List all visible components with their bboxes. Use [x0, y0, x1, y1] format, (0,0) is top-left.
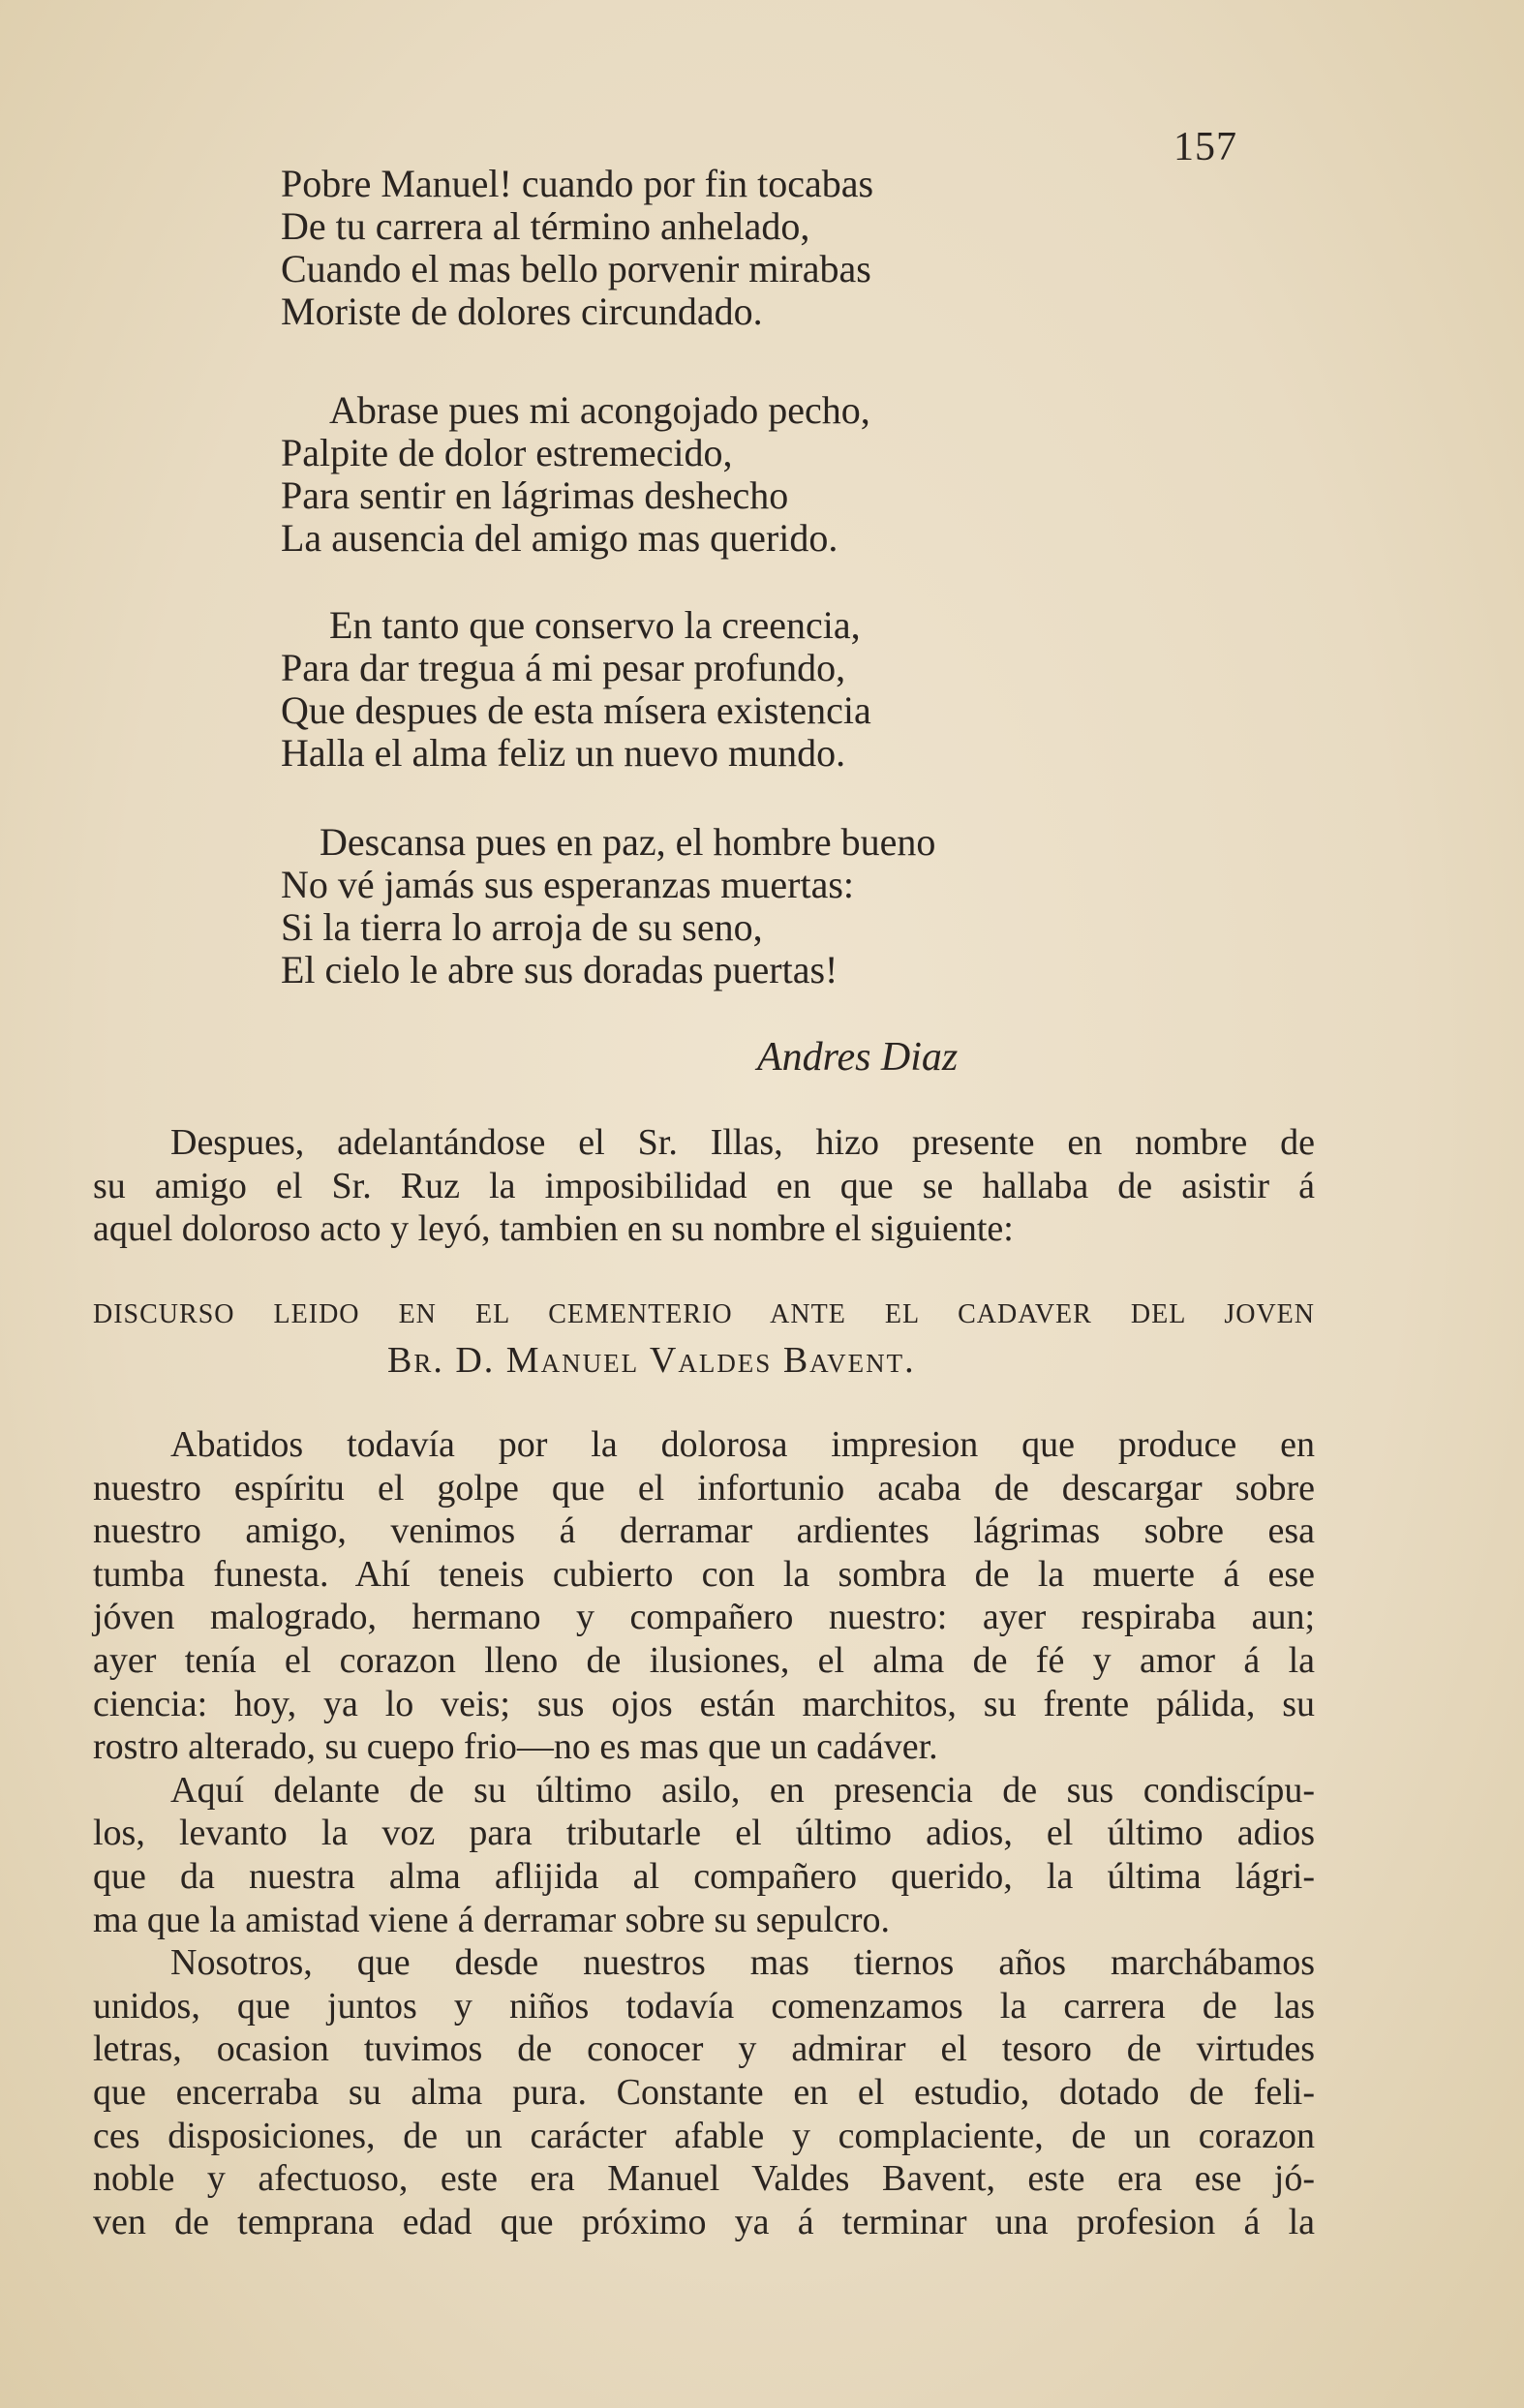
text-line: noble y afectuoso, este era Manuel Valdes Bavent, este era ese jó-	[93, 2158, 1315, 2200]
text-line: su amigo el Sr. Ruz la imposibilidad en que se hallaba de asistir á	[93, 1165, 1315, 1206]
text-line: los, levanto la voz para tributarle el último adios, el último adios	[93, 1813, 1315, 1854]
poem-line: Palpite de dolor estremecido,	[281, 431, 733, 474]
poem-line: Descansa pues en paz, el hombre bueno	[320, 820, 936, 864]
poem-line: Cuando el mas bello porvenir mirabas	[281, 247, 871, 290]
poem-stanza-2	[281, 389, 1152, 560]
poem-line: Halla el alma feliz un nuevo mundo.	[281, 731, 846, 775]
poem-line: El cielo le abre sus doradas puertas!	[281, 948, 838, 991]
text-line: que encerraba su alma pura. Constante en el estudio, dotado de feli-	[93, 2071, 1315, 2113]
text-line: Aquí delante de su último asilo, en presencia de sus condiscípu-	[170, 1769, 1315, 1811]
text-line: Despues, adelantándose el Sr. Illas, hizo presente en nombre de	[170, 1122, 1315, 1163]
text-line: aquel doloroso acto y leyó, tambien en su nombre el siguiente:	[93, 1208, 1014, 1250]
poem-line: No vé jamás sus esperanzas muertas:	[281, 863, 855, 906]
poem-stanza-3	[281, 604, 1152, 775]
text-line: ven de temprana edad que próximo ya á terminar una profesion á la	[93, 2201, 1315, 2242]
poem-author: Andres Diaz	[757, 1035, 959, 1080]
page-number: 157	[1173, 125, 1237, 169]
discourse-heading: DISCURSO LEIDO EN EL CEMENTERIO ANTE EL CADAVER DEL JOVEN	[93, 1299, 1315, 1329]
text-line: rostro alterado, su cuepo frio—no es mas que un cadáver.	[93, 1726, 938, 1768]
text-line: que da nuestra alma aflijida al compañero querido, la última lágri-	[93, 1855, 1315, 1897]
poem-line: Para dar tregua á mi pesar profundo,	[281, 646, 846, 689]
text-line: Abatidos todavía por la dolorosa impresion que produce en	[170, 1424, 1315, 1465]
text-line: Nosotros, que desde nuestros mas tiernos años marchábamos	[170, 1942, 1315, 1984]
poem-line: De tu carrera al término anhelado,	[281, 204, 810, 248]
poem-line: Pobre Manuel! cuando por fin tocabas	[281, 162, 874, 205]
poem-stanza-4	[281, 821, 1152, 991]
poem-line: Abrase pues mi acongojado pecho,	[329, 388, 870, 432]
text-line: ces disposiciones, de un carácter afable y complaciente, de un corazon	[93, 2115, 1315, 2156]
poem-line: Si la tierra lo arroja de su seno,	[281, 905, 763, 949]
poem-line: Que despues de esta mísera existencia	[281, 688, 871, 732]
poem-line: Moriste de dolores circundado.	[281, 290, 763, 333]
poem-line: La ausencia del amigo mas querido.	[281, 516, 838, 560]
poem-line: En tanto que conservo la creencia,	[329, 603, 861, 647]
text-line: nuestro espíritu el golpe que el infortunio acaba de descargar sobre	[93, 1467, 1315, 1509]
text-line: jóven malogrado, hermano y compañero nuestro: ayer respiraba aun;	[93, 1597, 1315, 1638]
text-line: ma que la amistad viene á derramar sobre su sepulcro.	[93, 1899, 891, 1940]
text-line: ayer tenía el corazon lleno de ilusiones, el alma de fé y amor á la	[93, 1639, 1315, 1681]
text-line: nuestro amigo, venimos á derramar ardientes lágrimas sobre esa	[93, 1510, 1315, 1552]
poem-line: Para sentir en lágrimas deshecho	[281, 473, 789, 517]
discourse-body	[93, 1423, 1315, 2243]
text-line: tumba funesta. Ahí teneis cubierto con la sombra de la muerte á ese	[93, 1553, 1315, 1595]
text-line: ciencia: hoy, ya lo veis; sus ojos están marchitos, su frente pálida, su	[93, 1683, 1315, 1724]
intro-paragraph	[93, 1121, 1315, 1251]
poem-stanza-1	[281, 163, 1152, 333]
text-line: letras, ocasion tuvimos de conocer y admirar el tesoro de virtudes	[93, 2028, 1315, 2070]
discourse-subheading: Br. D. Manuel Valdes Bavent.	[387, 1340, 916, 1381]
text-line: unidos, que juntos y niños todavía comenzamos la carrera de las	[93, 1985, 1315, 2027]
